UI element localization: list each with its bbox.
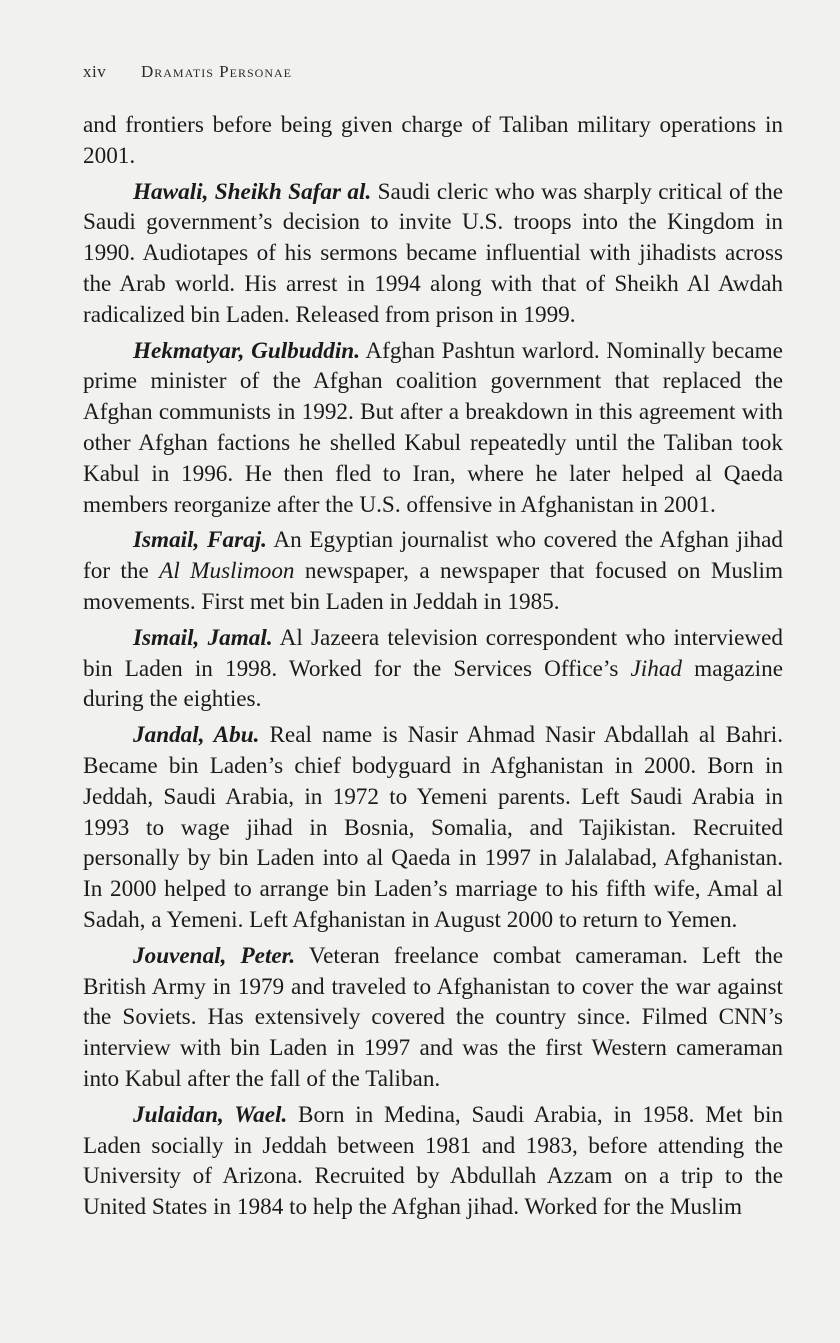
entry-name: Julaidan, Wael. bbox=[133, 1101, 288, 1128]
entry-name: Hekmatyar, Gulbuddin. bbox=[133, 337, 360, 364]
entry-text: Afghan Pashtun warlord. Nominally became prime minister of the Afghan coalition government that replaced the Afghan communists in 1992. But after a breakdown in this agreement with other Afghan factions he shelled Kabul repeatedly until the Taliban took Kabul in 1996. He then fled to Iran, where he later helped al Qaeda members reorganize after the U.S. offensive in Afghanistan in 2001. bbox=[83, 337, 783, 518]
entry-jandal bbox=[83, 720, 783, 936]
entry-text: Veteran freelance combat cameraman. Left the British Army in 1979 and traveled to Afghanistan to cover the war against the Soviets. Has extensively covered the country since. Filmed CNN’s interview with bin Laden in 1997 and was the first Western cameraman into Kabul after the fall of the Taliban. bbox=[83, 942, 783, 1092]
entry-jouvenal bbox=[83, 941, 783, 1095]
entry-hekmatyar bbox=[83, 336, 783, 521]
running-title: Dramatis Personae bbox=[140, 62, 292, 81]
page-body bbox=[83, 110, 783, 1223]
page-number: xiv bbox=[83, 62, 107, 81]
continuation-paragraph: and frontiers before being given charge of Taliban military operations in 2001. bbox=[83, 112, 783, 169]
entry-ismail-jamal bbox=[83, 623, 783, 715]
entry-italic-title: Jihad bbox=[630, 655, 683, 682]
entry-name: Hawali, Sheikh Safar al. bbox=[133, 178, 372, 205]
entry-name: Ismail, Faraj. bbox=[133, 527, 267, 554]
entry-text: magazine during the eighties. bbox=[83, 655, 783, 713]
entry-name: Jandal, Abu. bbox=[133, 722, 260, 749]
entry-text: An Egyptian journalist who covered the Afghan jihad for the bbox=[83, 527, 783, 585]
entry-julaidan bbox=[83, 1100, 783, 1223]
entry-text: Saudi cleric who was sharply critical of the Saudi government’s decision to invite U.S. troops into the Kingdom in 1990. Audiotapes of his sermons became influential with jihadists across the Arab world. His arrest in 1994 along with that of Sheikh Al Awdah radicalized bin Laden. Released from prison in 1999. bbox=[83, 178, 783, 328]
entry-text: Real name is Nasir Ahmad Nasir Abdallah al Bahri. Became bin Laden’s chief bodyguard in Afghanistan in 2000. Born in Jeddah, Saudi Arabia, in 1972 to Yemeni parents. Left Saudi Arabia in 1993 to wage jihad in Bosnia, Somalia, and Tajikistan. Recruited personally by bin Laden into al Qaeda in 1997 in Jalalabad, Afghanistan. In 2000 helped to arrange bin Laden’s marriage to his fifth wife, Amal al Sadah, a Yemeni. Left Afghanistan in August 2000 to return to Yemen. bbox=[83, 722, 783, 933]
entry-hawali bbox=[83, 177, 783, 331]
entry-text: newspaper, a newspaper that focused on Muslim movements. First met bin Laden in Jeddah in 1985. bbox=[83, 558, 783, 615]
running-head bbox=[83, 62, 292, 82]
entry-name: Ismail, Jamal. bbox=[133, 624, 273, 651]
entry-text: Al Jazeera television correspondent who interviewed bin Laden in 1998. Worked for the Services Office’s bbox=[83, 624, 783, 682]
entry-text: Born in Medina, Saudi Arabia, in 1958. Met bin Laden socially in Jeddah between 1981 and 1983, before attending the University of Arizona. Recruited by Abdullah Azzam on a trip to the United States in 1984 to help the Afghan jihad. Worked for the Muslim bbox=[83, 1101, 783, 1221]
entry-italic-title: Al Muslimoon bbox=[159, 558, 295, 585]
entry-name: Jouvenal, Peter. bbox=[133, 942, 296, 969]
entry-ismail-faraj bbox=[83, 525, 783, 617]
